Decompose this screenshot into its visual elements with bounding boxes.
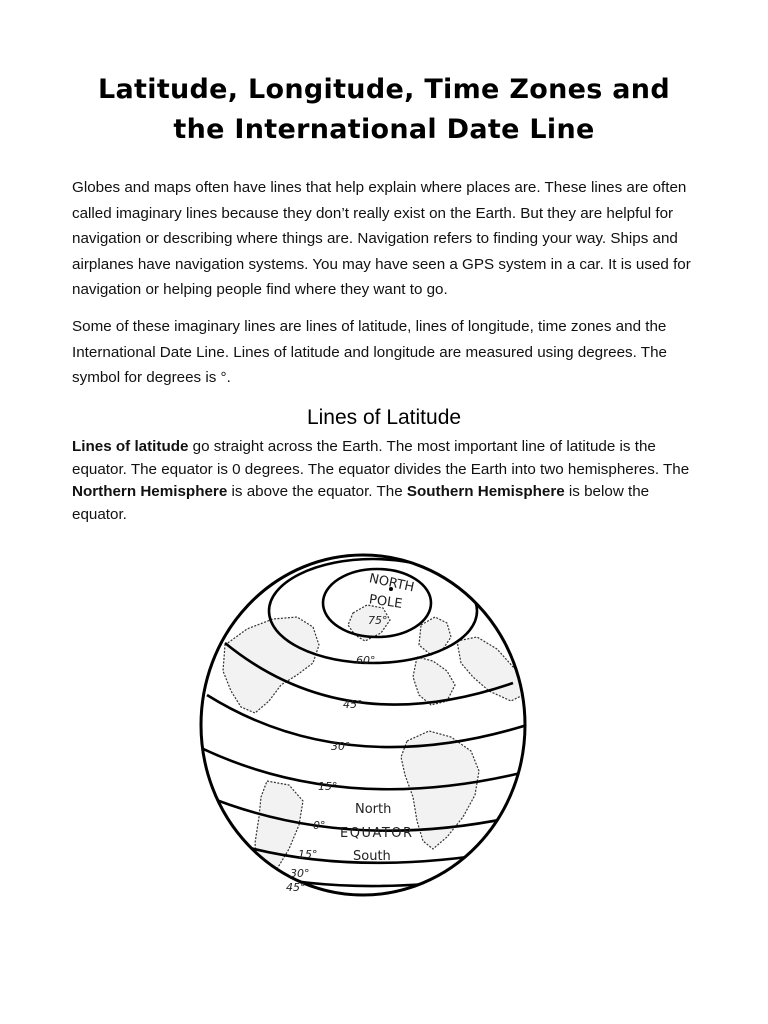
latitude-line-15n bbox=[199, 747, 529, 789]
intro-paragraph-2: Some of these imaginary lines are lines of latitude, lines of longitude, time zones and the International Date Line. Lines of latitude and longitude are measured using degrees. The symbol for degrees is °. bbox=[72, 318, 667, 387]
degree-label-45: 45° bbox=[343, 698, 363, 711]
term-northern-hemisphere: Northern Hemisphere bbox=[72, 483, 228, 500]
latitude-text-1: go straight across the Earth. The most important line of latitude is the equator. The equator is 0 degrees. The equator divides the Earth into two hemispheres. The bbox=[72, 438, 690, 478]
section-heading-latitude: Lines of Latitude bbox=[306, 406, 462, 429]
north-hemisphere-label: North bbox=[355, 802, 392, 817]
latitude-globe-diagram bbox=[185, 545, 545, 915]
degree-label-15s: 15° bbox=[298, 848, 318, 861]
north-pole-label-1: NORTH bbox=[367, 571, 416, 596]
latitude-paragraph bbox=[72, 436, 702, 526]
degree-label-30: 30° bbox=[331, 740, 351, 753]
degree-label-45s: 45° bbox=[286, 881, 306, 894]
term-southern-hemisphere: Southern Hemisphere bbox=[406, 483, 565, 500]
degree-label-75: 75° bbox=[368, 614, 388, 627]
degree-label-30s: 30° bbox=[290, 867, 310, 880]
equator-label: EQUATOR bbox=[340, 826, 414, 841]
page-title-line-2: the International Date Line bbox=[173, 114, 595, 145]
page-title-line-1: Latitude, Longitude, Time Zones and bbox=[98, 74, 670, 105]
degree-label-15n: 15° bbox=[318, 780, 338, 793]
page-title bbox=[0, 70, 768, 150]
degree-label-60: 60° bbox=[356, 654, 376, 667]
north-pole-label-2: POLE bbox=[368, 592, 404, 612]
degree-label-0: 0° bbox=[313, 819, 326, 832]
intro-paragraph-1: Globes and maps often have lines that help explain where places are. These lines are often called imaginary lines because they don’t really exist on the Earth. But they are helpful for navigation or describing where things are. Navigation refers to finding your way. Ships and airplanes have navigation systems. You may have seen a GPS system in a car. It is used for navigation or helping people find where they want to go. bbox=[72, 179, 691, 299]
south-hemisphere-label: South bbox=[353, 849, 391, 864]
latitude-text-2: is above the equator. The bbox=[227, 483, 407, 500]
latitude-line-30s bbox=[235, 869, 475, 886]
term-lines-of-latitude: Lines of latitude bbox=[72, 438, 189, 455]
latitude-text-3: is below the equator. bbox=[72, 483, 650, 523]
